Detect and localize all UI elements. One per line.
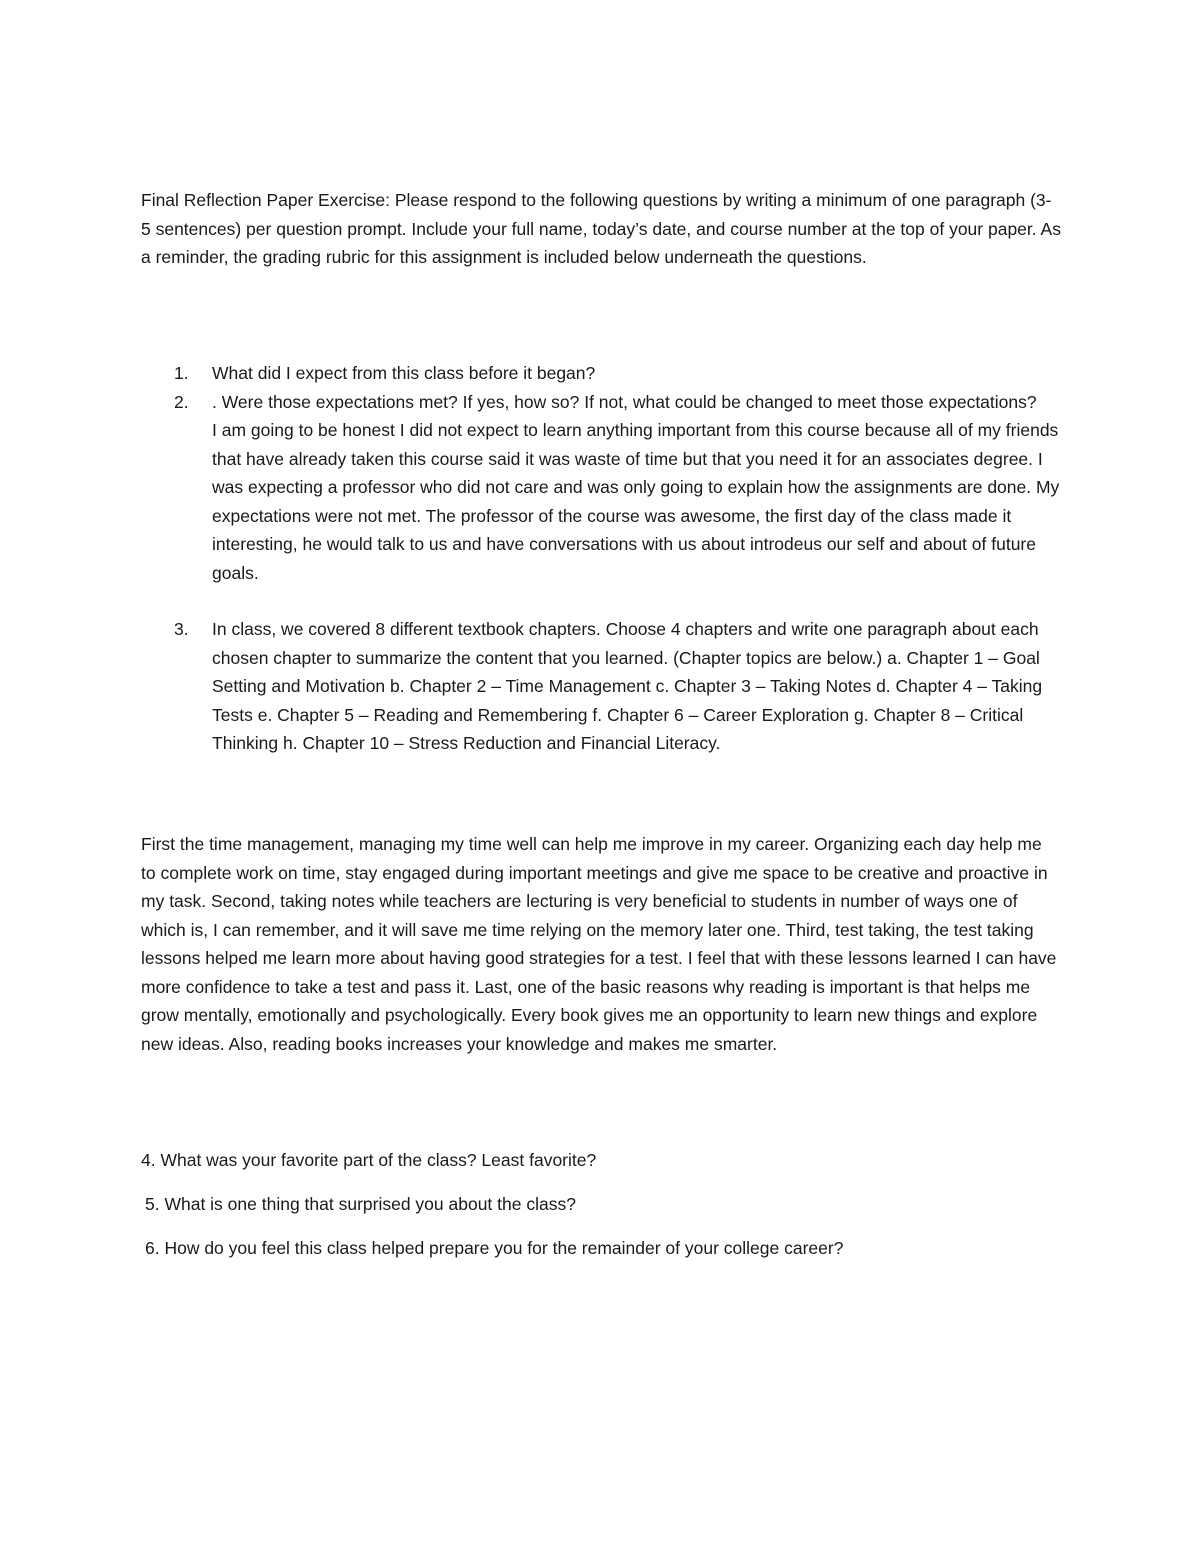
question-list [141,359,1071,758]
question-number: 3. [174,619,189,639]
question-text: In class, we covered 8 different textbook chapters. Choose 4 chapters and write one paragraph about each chosen chapter to summarize the content that you learned. (Chapter topics are below.) a. Chapter 1 – Goal Setting and Motivation b. Chapter 2 – Time Management c. Chapter 3 – Taking Notes d. Chapter 4 – Taking Tests e. Chapter 5 – Reading and Remembering f. Chapter 6 – Career Exploration g. Chapter 8 – Critical Thinking h. Chapter 10 – Stress Reduction and Financial Literacy. [212,619,1043,753]
question-5: 5. What is one thing that surprised you about the class? [145,1194,576,1214]
question-item-1 [141,359,1071,388]
answer-paragraph-2: I am going to be honest I did not expect to learn anything important from this course because all of my friends that have already taken this course said it was waste of time but that you need it for an associates degree. I was expecting a professor who did not care and was only going to explain how the assignments are done. My expectations were not met. The professor of the course was awesome, the first day of the class made it interesting, he would talk to us and have conversations with us about introdeus our self and about of future goals. [212,420,1060,583]
question-item-2 [141,388,1071,588]
question-item-3 [141,615,1071,758]
answer-paragraph-3: First the time management, managing my time well can help me improve in my career. Organizing each day help me to complete work on time, stay engaged during important meetings and give me space to be creative and proactive in my task. Second, taking notes while teachers are lecturing is very beneficial to students in number of ways one of which is, I can remember, and it will save me time relying on the memory later one. Third, test taking, the test taking lessons helped me learn more about having good strategies for a test. I feel that with these lessons learned I can have more confidence to take a test and pass it. Last, one of the basic reasons why reading is important is that helps me grow mentally, emotionally and psychologically. Every book gives me an opportunity to learn new things and explore new ideas. Also, reading books increases your knowledge and makes me smarter. [141,834,1057,1054]
question-number: 1. [174,363,189,383]
question-number: 2. [174,391,189,412]
question-6: 6. How do you feel this class helped prepare you for the remainder of your college career? [145,1238,844,1258]
question-text: What did I expect from this class before it began? [212,363,596,383]
intro-paragraph: Final Reflection Paper Exercise: Please respond to the following questions by writing a minimum of one paragraph (3-5 sentences) per question prompt. Include your full name, today’s date, and course number at the top of your paper. As a reminder, the grading rubric for this assignment is included below underneath the questions. [141,190,1061,267]
question-4: 4. What was your favorite part of the class? Least favorite? [141,1150,597,1170]
question-text: . Were those expectations met? If yes, how so? If not, what could be changed to meet those expectations? [212,391,1037,412]
